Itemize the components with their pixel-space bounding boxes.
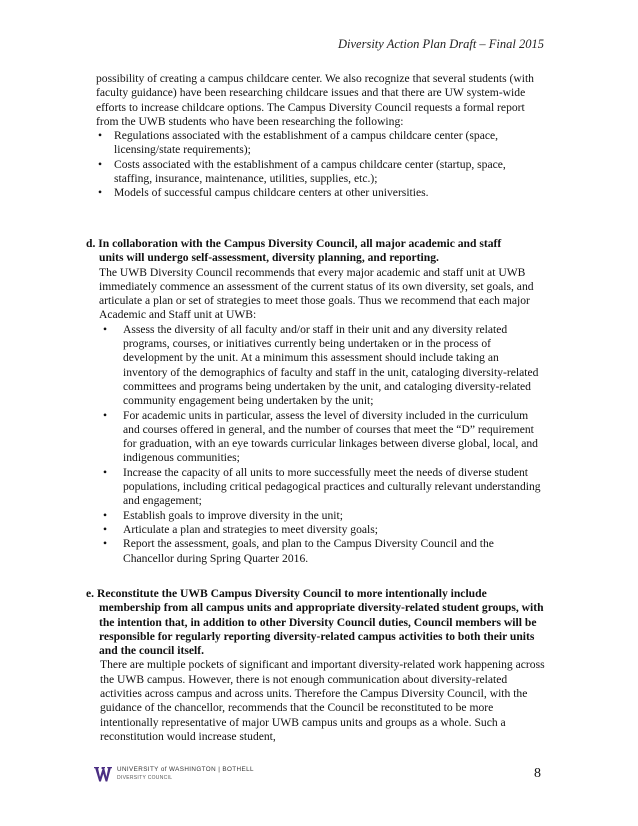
running-header: Diversity Action Plan Draft – Final 2015 bbox=[338, 37, 544, 51]
list-item: • Report the assessment, goals, and plan to the Campus Diversity Council and the Chancellor during Spring Quarter 2016. bbox=[103, 537, 494, 565]
list-item: • Assess the diversity of all faculty and/or staff in their unit and any diversity related programs, courses, or initiatives currently being undertaken or in the process of development by the unit. At a minimum this assessment should include taking an inventory of the demographics of faculty and staff in the unit, cataloging diversity-related committees and programs being undertaken by the unit, and cataloging diversity-related community engagement being undertaken by the unit; bbox=[103, 322, 539, 408]
logo-wordmark: UNIVERSITY of WASHINGTON | BOTHELL DIVERSITY COUNCIL bbox=[117, 766, 254, 781]
continuation-paragraph: possibility of creating a campus childcare center. We also recognize that several students (with faculty guidance) have been researching childcare issues and that there are UW system-wide efforts to increase childcare options. The Campus Diversity Council requests a formal report from the UWB students who have been researching the following: bbox=[96, 72, 534, 128]
continuation-block bbox=[96, 72, 546, 201]
section-e-body: There are multiple pockets of significant and important diversity-related work happening across the UWB campus. However, there is not enough communication about diversity-related activities across campus and across units. Therefore the Campus Diversity Council, with the guidance of the chancellor, recommends that the Council be reconstituted to be more intentionally representative of major UWB campus units and groups as a whole. Such a reconstitution would increase student, bbox=[100, 658, 545, 743]
bullet-icon: • bbox=[103, 465, 108, 479]
section-e-heading: e. Reconstitute the UWB Campus Diversity Council to more intentionally include membership from all campus units and appropriate diversity-related student groups, with the intention that, in addition to other Diversity Council duties, Council members will be responsible for regularly reporting diversity-related campus activities to both their units and the council itself. bbox=[86, 587, 544, 658]
bullet-icon: • bbox=[103, 522, 108, 536]
bullet-icon: • bbox=[98, 186, 103, 200]
section-d-intro: The UWB Diversity Council recommends that every major academic and staff unit at UWB immediately commence an assessment of the current status of its own diversity, set goals, and articulate a plan or set of strategies to meet those goals. Thus we recommend that each major Academic and Staff unit at UWB: bbox=[99, 265, 534, 322]
bullet-icon: • bbox=[98, 157, 103, 171]
bullet-icon: • bbox=[103, 408, 108, 422]
list-item: • For academic units in particular, assess the level of diversity included in the curriculum and courses offered in general, and the number of courses that meet the “D” requirement for graduation, with an eye towards curricular linkages between diverse global, local, and indigenous communities; bbox=[103, 408, 538, 465]
list-item: • Costs associated with the establishment of a campus childcare center (startup, space, staffing, insurance, maintenance, utilities, supplies, etc.); bbox=[98, 157, 506, 186]
page-number: 8 bbox=[534, 766, 541, 781]
section-d-heading: d. In collaboration with the Campus Diversity Council, all major academic and staff units will undergo self-assessment, diversity planning, and reporting. bbox=[86, 237, 502, 265]
bullet-icon: • bbox=[98, 129, 103, 143]
uw-bothell-logo bbox=[94, 766, 254, 782]
childcare-bullet-list bbox=[96, 129, 546, 200]
bullet-icon: • bbox=[103, 537, 108, 551]
section-d-bullet-list bbox=[99, 323, 546, 566]
list-item: • Models of successful campus childcare centers at other universities. bbox=[98, 186, 429, 200]
uw-w-logo-icon bbox=[94, 766, 112, 782]
bullet-icon: • bbox=[103, 508, 108, 522]
list-item: • Regulations associated with the establishment of a campus childcare center (space, licensing/state requirements); bbox=[98, 129, 499, 157]
list-item: • Establish goals to improve diversity in the unit; bbox=[103, 508, 343, 522]
section-e bbox=[86, 587, 550, 744]
list-item: • Increase the capacity of all units to more successfully meet the needs of diverse student populations, including critical pedagogical practices and culturally relevant understanding and engagement; bbox=[103, 465, 541, 508]
bullet-icon: • bbox=[103, 322, 108, 336]
list-item: • Articulate a plan and strategies to meet diversity goals; bbox=[103, 522, 378, 536]
section-d bbox=[86, 237, 546, 566]
